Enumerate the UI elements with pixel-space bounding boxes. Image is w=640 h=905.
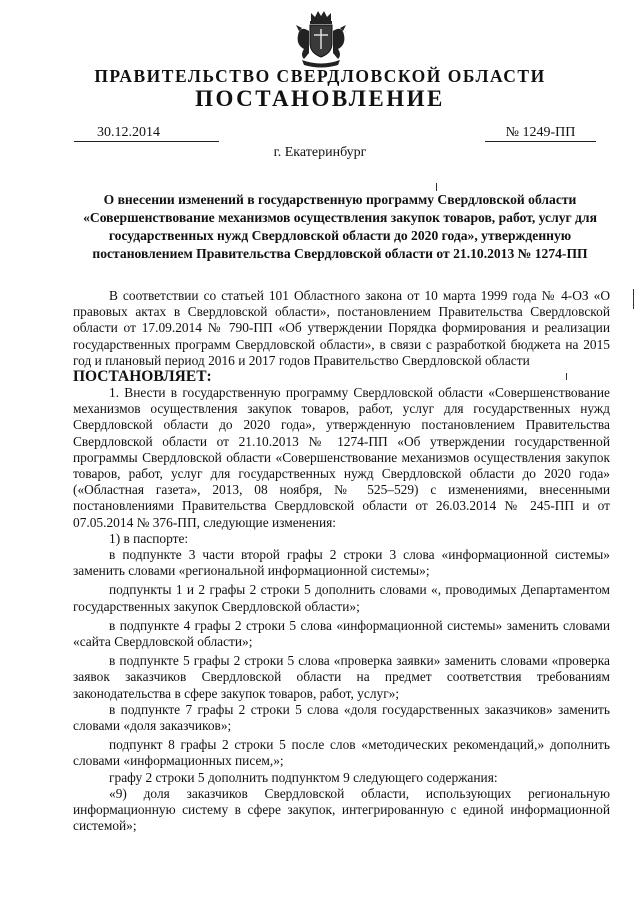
change-paragraph: в подпункте 7 графы 2 строки 5 слова «доля государственных заказчиков» заменить словами «доля заказчиков»; <box>73 701 610 734</box>
change-paragraph: в подпункте 3 части второй графы 2 строки 3 слова «информационной системы» заменить словами «региональной информационной системы»; <box>73 547 610 579</box>
item-1-paragraph: 1. Внести в государственную программу Свердловской области «Совершенствование механизмов осуществления закупок товаров, работ, услуг для государственных нужд Свердловской области до 2020 года», утвержденную постановлением Правительства Свердловской области от 21.10.2013 № 1274-ПП «Об утверждении государственной программы Свердловской области «Совершенствование механизмов осуществления закупок товаров, работ, услуг для государственных нужд Свердловской области до 2020 года» («Областная газета», 2013, 08 ноября, № 525–529) с изменениями, внесенными постановлениями Правительства Свердловской области от 26.03.2014 № 245-ПП и от 07.05.2014 № 376-ПП, следующие изменения: <box>73 385 610 530</box>
change-paragraph: подпункты 1 и 2 графы 2 строки 5 дополнить словами «, проводимых Департаментом государственных закупок Свердловской области»; <box>73 582 610 614</box>
document-number: № 1249-ПП <box>485 125 596 142</box>
scan-mark <box>436 183 437 191</box>
document-body <box>73 288 610 835</box>
coat-of-arms-emblem <box>294 9 348 69</box>
document-title: О внесении изменений в государственную программу Свердловской области «Совершенствование механизмов осуществления закупок товаров, работ, услуг для государственных нужд Свердловской области до 2020 года», утвержденную постановлением Правительства Свердловской области от 21.10.2013 № 1274-ПП <box>83 192 597 261</box>
change-paragraph: в подпункте 5 графы 2 строки 5 слова «проверка заявки» заменить словами «проверка заявок заказчиков Свердловской области на предмет соответствия требованиям законодательства в сфере закупок товаров, работ, услуг»; <box>73 653 610 701</box>
change-paragraph: «9) доля заказчиков Свердловской области, использующих региональную информационную систему в сфере закупок, интегрированную с единой информационной системой»; <box>73 785 610 834</box>
change-paragraph: графу 2 строки 5 дополнить подпунктом 9 следующего содержания: <box>109 769 498 785</box>
decree-word: ПОСТАНОВЛЯЕТ: <box>73 368 212 386</box>
document-date: 30.12.2014 <box>97 125 160 140</box>
sverdlovsk-coat-of-arms-icon <box>294 9 348 69</box>
subitem-passport: 1) в паспорте: <box>109 530 189 546</box>
scan-mark <box>566 373 567 380</box>
document-city: г. Екатеринбург <box>273 145 367 160</box>
document-date-field <box>74 125 219 142</box>
government-name: ПРАВИТЕЛЬСТВО СВЕРДЛОВСКОЙ ОБЛАСТИ <box>94 66 546 86</box>
change-paragraph: в подпункте 4 графы 2 строки 5 слова «информационной системы» заменить словами «сайта Свердловской области»; <box>73 617 610 650</box>
change-paragraph: подпункт 8 графы 2 строки 5 после слов «методических рекомендаций,» дополнить словами «информационных писем,»; <box>73 737 610 769</box>
scan-mark <box>633 289 634 309</box>
document-type: ПОСТАНОВЛЕНИЕ <box>195 86 445 111</box>
preamble-paragraph: В соответствии со статьей 101 Областного закона от 10 марта 1999 года № 4-ОЗ «О правовых актах в Свердловской области», постановлением Правительства Свердловской области от 17.09.2014 № 790-ПП «Об утверждении Порядка формирования и реализации государственных программ Свердловской области», в связи с разработкой бюджета на 2015 год и плановый период 2016 и 2017 годов Правительство Свердловской области <box>73 288 610 368</box>
